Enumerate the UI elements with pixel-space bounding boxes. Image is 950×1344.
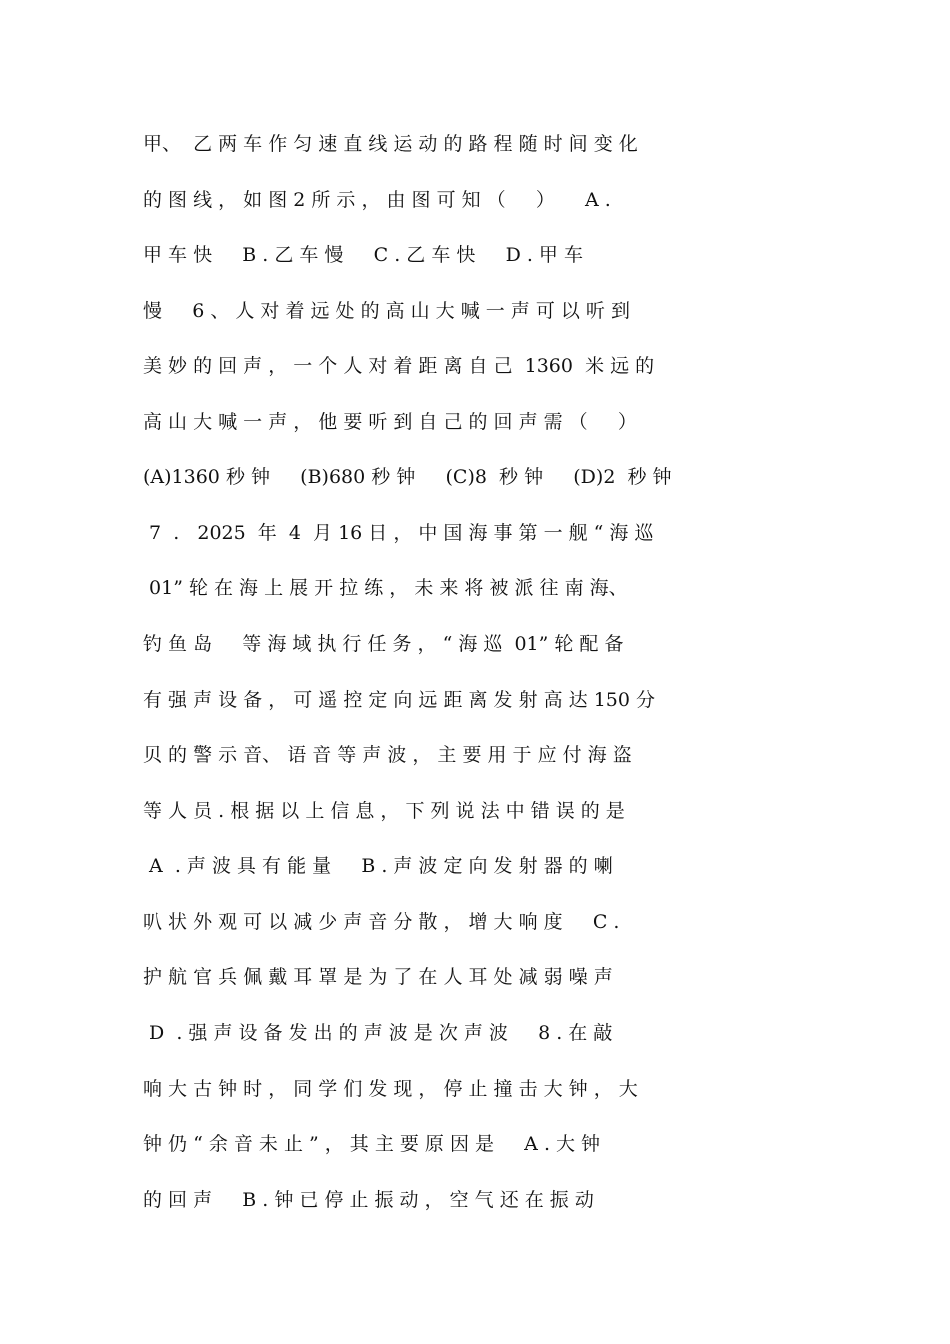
text-line: 甲 车 快 B . 乙 车 慢 C . 乙 车 快 D . 甲 车 — [143, 244, 583, 266]
text-line: 甲、 乙 两 车 作 匀 速 直 线 运 动 的 路 程 随 时 间 变 化 — [143, 133, 638, 155]
text-line: 慢 6 、 人 对 着 远 处 的 高 山 大 喊 一 声 可 以 听 到 — [143, 300, 630, 322]
text-line: 7 . 2025 年 4 月 16 日 ， 中 国 海 事 第 一 舰 “ 海 巡 — [143, 522, 654, 544]
text-line: 等 人 员 . 根 据 以 上 信 息 ， 下 列 说 法 中 错 误 的 是 — [143, 800, 625, 822]
text-line: 钓 鱼 岛 等 海 域 执 行 任 务 ， “ 海 巡 01” 轮 配 备 — [143, 633, 624, 655]
text-line: 贝 的 警 示 音、 语 音 等 声 波 ， 主 要 用 于 应 付 海 盗 — [143, 744, 632, 766]
text-line: A . 声 波 具 有 能 量 B . 声 波 定 向 发 射 器 的 喇 — [143, 855, 613, 877]
text-line: 有 强 声 设 备 ， 可 遥 控 定 向 远 距 离 发 射 高 达 150 分 — [143, 689, 656, 711]
text-line: 01” 轮 在 海 上 展 开 拉 练 ， 未 来 将 被 派 往 南 海、 — [143, 577, 628, 599]
text-line: 叭 状 外 观 可 以 减 少 声 音 分 散 ， 增 大 响 度 C . — [143, 911, 620, 933]
text-line: D . 强 声 设 备 发 出 的 声 波 是 次 声 波 8 . 在 敲 — [143, 1022, 613, 1044]
text-line: (A)1360 秒 钟 (B)680 秒 钟 (C)8 秒 钟 (D)2 秒 钟 — [143, 466, 672, 488]
text-line: 美 妙 的 回 声 ， 一 个 人 对 着 距 离 自 己 1360 米 远 的 — [143, 355, 655, 377]
text-line: 护 航 官 兵 佩 戴 耳 罩 是 为 了 在 人 耳 处 减 弱 噪 声 — [143, 966, 613, 988]
text-line: 响 大 古 钟 时 ， 同 学 们 发 现 ， 停 止 撞 击 大 钟 ， 大 — [143, 1078, 638, 1100]
text-line: 钟 仍 “ 余 音 未 止 ” ， 其 主 要 原 因 是 A . 大 钟 — [143, 1133, 601, 1155]
text-line: 的 图 线 ， 如 图 2 所 示 ， 由 图 可 知 （ ） A . — [143, 189, 611, 211]
text-line: 高 山 大 喊 一 声 ， 他 要 听 到 自 己 的 回 声 需 （ ） — [143, 411, 637, 433]
text-line: 的 回 声 B . 钟 已 停 止 振 动 ， 空 气 还 在 振 动 — [143, 1189, 594, 1211]
